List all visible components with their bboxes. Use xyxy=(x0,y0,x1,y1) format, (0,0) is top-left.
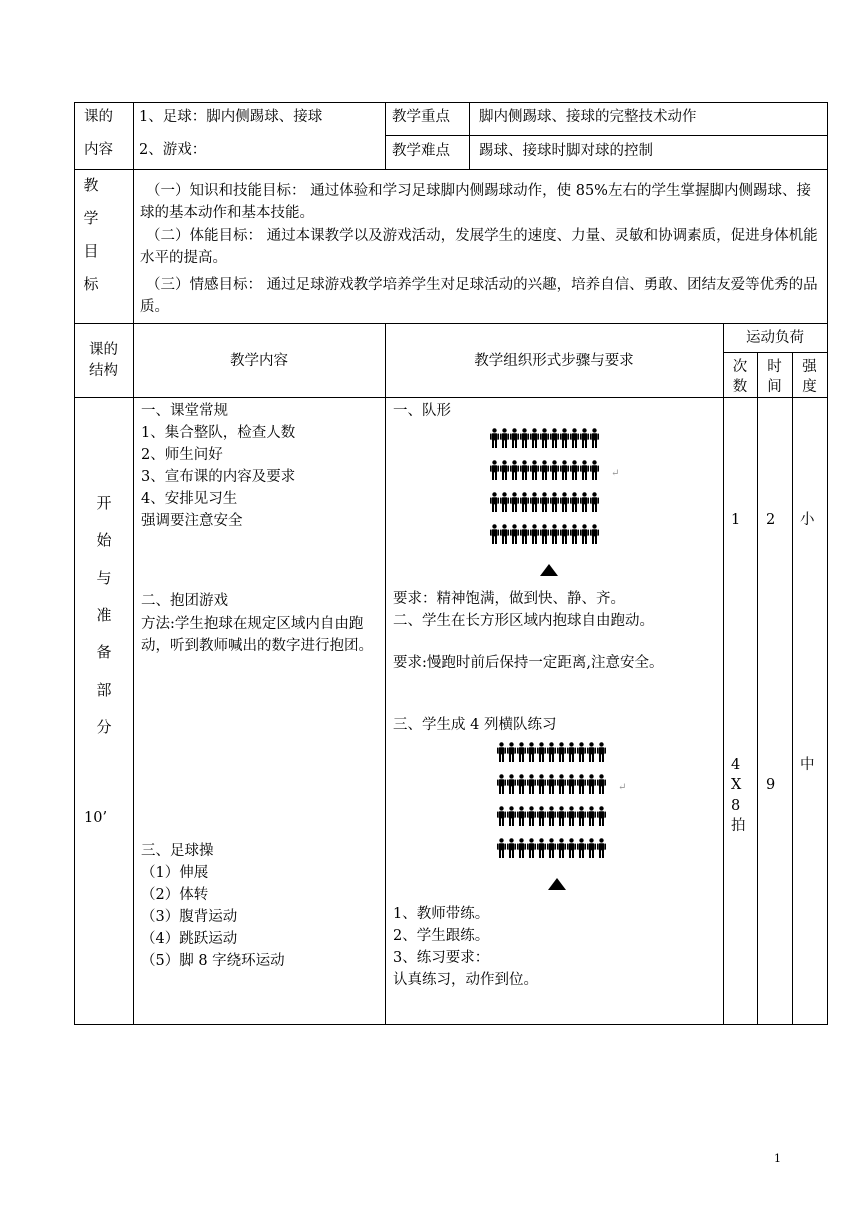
student-figure-icon xyxy=(587,838,596,858)
student-figure-icon xyxy=(570,524,579,544)
content-routine-item: 强调要注意安全 xyxy=(141,513,243,529)
student-figure-icon xyxy=(500,428,509,448)
difficulty-value: 踢球、接球时脚对球的控制 xyxy=(479,143,653,159)
org-title-3: 三、学生成 4 列横队练习 xyxy=(393,717,557,733)
content-exercise-title: 三、足球操 xyxy=(141,843,214,859)
section-name-char: 准 xyxy=(96,606,112,624)
student-figure-icon xyxy=(510,492,519,512)
formation-row xyxy=(497,838,606,858)
load-2-intensity: 中 xyxy=(800,757,815,773)
student-figure-icon xyxy=(590,524,599,544)
student-figure-icon xyxy=(577,774,586,794)
student-figure-icon xyxy=(577,742,586,762)
student-figure-icon xyxy=(547,838,556,858)
formation-row xyxy=(497,806,606,826)
student-figure-icon xyxy=(537,806,546,826)
student-figure-icon xyxy=(490,524,499,544)
goals-label-char: 学 xyxy=(83,209,99,227)
student-figure-icon xyxy=(577,806,586,826)
student-figure-icon xyxy=(597,774,606,794)
student-figure-icon xyxy=(597,742,606,762)
org-item-2: 二、学生在长方形区域内抱球自由跑动。 xyxy=(393,613,654,629)
student-figure-icon xyxy=(597,838,606,858)
student-figure-icon xyxy=(507,838,516,858)
goal-emotional: （三）情感目标： 通过足球游戏教学培养学生对足球活动的兴趣，培养自信、勇敢、团结友爱等优秀的品质。 xyxy=(140,277,818,315)
student-figure-icon xyxy=(557,742,566,762)
student-figure-icon xyxy=(530,460,539,480)
student-figure-icon xyxy=(597,806,606,826)
col-load: 运动负荷 xyxy=(746,330,804,346)
student-figure-icon xyxy=(550,428,559,448)
course-content-label-2: 内容 xyxy=(84,142,113,158)
student-figure-icon xyxy=(560,524,569,544)
key-point-value: 脚内侧踢球、接球的完整技术动作 xyxy=(479,109,697,125)
student-figure-icon xyxy=(570,492,579,512)
student-figure-icon xyxy=(540,492,549,512)
student-figure-icon xyxy=(567,806,576,826)
load-2-times-char: 8 xyxy=(731,798,741,814)
formation-row xyxy=(490,428,599,448)
student-figure-icon xyxy=(527,774,536,794)
student-figure-icon xyxy=(540,428,549,448)
col-times-2: 数 xyxy=(732,379,748,395)
student-figure-icon xyxy=(587,774,596,794)
student-figure-icon xyxy=(510,524,519,544)
student-figure-icon xyxy=(550,460,559,480)
section-time: 10’ xyxy=(84,810,108,826)
formation-row xyxy=(497,742,606,762)
student-figure-icon xyxy=(577,838,586,858)
student-figure-icon xyxy=(550,492,559,512)
section-name-char: 部 xyxy=(96,681,112,699)
goal-knowledge-skills: （一）知识和技能目标： 通过体验和学习足球脚内侧踢球动作，使 85%左右的学生掌握脚内侧踢球、接球的基本动作和基本技能。 xyxy=(140,183,811,221)
load-1-times: 1 xyxy=(731,512,741,528)
student-figure-icon xyxy=(590,492,599,512)
student-figure-icon xyxy=(537,774,546,794)
student-figure-icon xyxy=(587,742,596,762)
content-exercise-item: （5）脚 8 字绕环运动 xyxy=(141,953,285,969)
content-routine-item: 3、宣布课的内容及要求 xyxy=(141,469,296,485)
student-figure-icon xyxy=(527,838,536,858)
student-figure-icon xyxy=(530,428,539,448)
paragraph-mark-icon: ↵ xyxy=(611,468,620,479)
section-name-char: 始 xyxy=(96,531,112,549)
student-figure-icon xyxy=(540,524,549,544)
page-number-text: 1 xyxy=(774,1152,781,1165)
col-organization: 教学组织形式步骤与要求 xyxy=(474,353,634,369)
student-figure-icon xyxy=(490,428,499,448)
formation-row xyxy=(490,524,599,544)
student-figure-icon xyxy=(590,428,599,448)
content-routine-item: 4、安排见习生 xyxy=(141,491,238,507)
student-figure-icon xyxy=(497,806,506,826)
content-routine-item: 2、师生问好 xyxy=(141,447,223,463)
student-figure-icon xyxy=(510,428,519,448)
teacher-triangle-icon xyxy=(540,564,558,576)
student-figure-icon xyxy=(510,460,519,480)
teacher-triangle-icon xyxy=(548,878,566,890)
col-duration-2: 间 xyxy=(767,379,782,395)
student-figure-icon xyxy=(517,774,526,794)
student-figure-icon xyxy=(560,460,569,480)
student-figure-icon xyxy=(570,460,579,480)
section-name-char: 开 xyxy=(96,494,112,512)
student-figure-icon xyxy=(497,742,506,762)
load-1-duration: 2 xyxy=(766,512,776,528)
load-2-duration: 9 xyxy=(766,777,776,793)
course-content-item-1: 1、足球：脚内侧踢球、接球 xyxy=(139,109,323,125)
col-duration-1: 时 xyxy=(767,359,782,375)
paragraph-mark-icon: ↵ xyxy=(618,782,627,793)
student-figure-icon xyxy=(507,742,516,762)
goals-label-char: 目 xyxy=(83,242,99,260)
student-figure-icon xyxy=(497,774,506,794)
org-step: 1、教师带练。 xyxy=(393,906,490,922)
formation-row xyxy=(490,460,599,480)
student-figure-icon xyxy=(567,838,576,858)
student-figure-icon xyxy=(520,460,529,480)
content-game-title: 二、抱团游戏 xyxy=(141,593,228,609)
student-figure-icon xyxy=(587,806,596,826)
student-figure-icon xyxy=(547,806,556,826)
formation-diagram-1 xyxy=(490,428,620,578)
col-structure-2: 结构 xyxy=(89,363,118,379)
student-figure-icon xyxy=(580,524,589,544)
formation-row xyxy=(490,492,599,512)
content-exercise-item: （3）腹背运动 xyxy=(141,909,238,925)
formation-row xyxy=(497,774,606,794)
student-figure-icon xyxy=(570,428,579,448)
org-requirement-2: 要求:慢跑时前后保持一定距离,注意安全。 xyxy=(393,655,664,671)
org-step: 认真练习，动作到位。 xyxy=(393,972,538,988)
content-exercise-item: （4）跳跃运动 xyxy=(141,931,238,947)
col-content: 教学内容 xyxy=(230,353,288,369)
student-figure-icon xyxy=(490,492,499,512)
load-1-intensity: 小 xyxy=(800,512,815,528)
student-figure-icon xyxy=(520,524,529,544)
student-figure-icon xyxy=(547,742,556,762)
student-figure-icon xyxy=(550,524,559,544)
student-figure-icon xyxy=(537,838,546,858)
content-routine-item: 1、集合整队，检查人数 xyxy=(141,425,296,441)
load-2-times-char: 拍 xyxy=(731,818,746,834)
col-intensity-2: 度 xyxy=(802,379,817,395)
content-exercise-item: （1）伸展 xyxy=(141,865,209,881)
key-point-label: 教学重点 xyxy=(392,109,450,125)
student-figure-icon xyxy=(500,492,509,512)
student-figure-icon xyxy=(557,774,566,794)
student-figure-icon xyxy=(500,524,509,544)
section-name-char: 分 xyxy=(96,718,112,736)
student-figure-icon xyxy=(567,774,576,794)
formation-diagram-2 xyxy=(497,742,627,892)
student-figure-icon xyxy=(517,806,526,826)
student-figure-icon xyxy=(530,492,539,512)
org-step: 3、练习要求： xyxy=(393,950,490,966)
student-figure-icon xyxy=(490,460,499,480)
student-figure-icon xyxy=(527,742,536,762)
student-figure-icon xyxy=(557,806,566,826)
course-content-item-2: 2、游戏： xyxy=(139,142,207,158)
student-figure-icon xyxy=(560,428,569,448)
student-figure-icon xyxy=(537,742,546,762)
col-intensity-1: 强 xyxy=(802,359,817,375)
student-figure-icon xyxy=(497,838,506,858)
goal-physical: （二）体能目标： 通过本课教学以及游戏活动，发展学生的速度、力量、灵敏和协调素质，促进身体机能水平的提高。 xyxy=(140,228,818,266)
student-figure-icon xyxy=(517,742,526,762)
org-requirement-1: 要求：精神饱满，做到快、静、齐。 xyxy=(393,591,625,607)
student-figure-icon xyxy=(547,774,556,794)
student-figure-icon xyxy=(530,524,539,544)
student-figure-icon xyxy=(557,838,566,858)
goals-label-char: 教 xyxy=(83,176,99,194)
course-content-label-1: 课的 xyxy=(84,109,113,125)
load-2-times-char: X xyxy=(731,777,742,793)
student-figure-icon xyxy=(540,460,549,480)
student-figure-icon xyxy=(507,774,516,794)
section-name-char: 备 xyxy=(96,643,112,661)
student-figure-icon xyxy=(567,742,576,762)
student-figure-icon xyxy=(580,492,589,512)
goals-label-char: 标 xyxy=(83,275,99,293)
content-exercise-item: （2）体转 xyxy=(141,887,209,903)
section-name-char: 与 xyxy=(96,569,112,587)
student-figure-icon xyxy=(560,492,569,512)
student-figure-icon xyxy=(500,460,509,480)
content-game-text: 方法:学生抱球在规定区域内自由跑动，听到教师喊出的数字进行抱团。 xyxy=(141,616,373,654)
student-figure-icon xyxy=(517,838,526,858)
col-times-1: 次 xyxy=(732,359,748,375)
difficulty-label: 教学难点 xyxy=(392,143,450,159)
col-structure-1: 课的 xyxy=(89,342,118,358)
student-figure-icon xyxy=(507,806,516,826)
student-figure-icon xyxy=(520,428,529,448)
load-2-times-char: 4 xyxy=(731,757,741,773)
student-figure-icon xyxy=(520,492,529,512)
student-figure-icon xyxy=(580,460,589,480)
org-step: 2、学生跟练。 xyxy=(393,928,490,944)
content-routine-title: 一、课堂常规 xyxy=(141,403,228,419)
student-figure-icon xyxy=(580,428,589,448)
org-formation-title: 一、队形 xyxy=(393,403,451,419)
student-figure-icon xyxy=(527,806,536,826)
student-figure-icon xyxy=(590,460,599,480)
